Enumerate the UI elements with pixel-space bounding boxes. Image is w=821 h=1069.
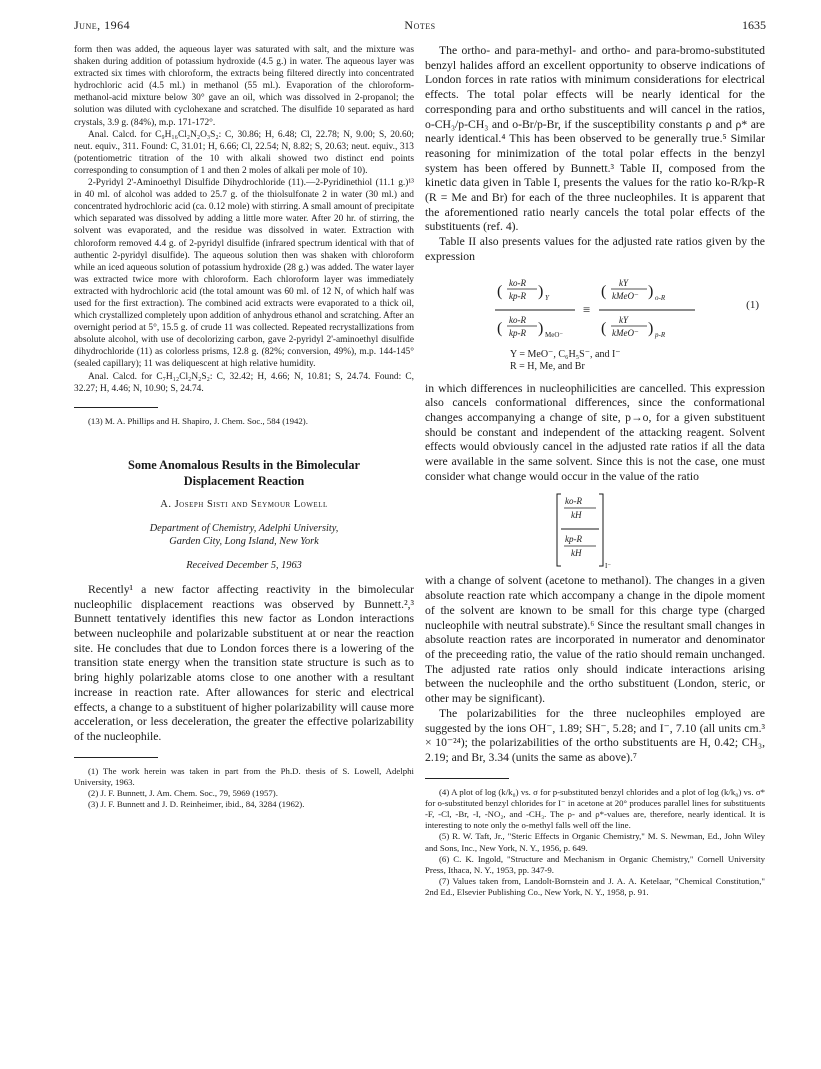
affiliation-line: Garden City, Long Island, New York [169,535,319,547]
analysis-paragraph: Anal. Calcd. for C₇H₁₂Cl₂N₂S₂: C, 32.42; H, 4.66; N, 10.81; S, 24.74. Found: C, 32.27; H, 4.46; N, 10.90; S, 24.74. [74,371,414,394]
equation-definitions [510,349,765,374]
footnote-divider [74,407,158,408]
experimental-section [74,44,414,395]
experimental-paragraph: 2-Pyridyl 2'-Aminoethyl Disulfide Dihydrochloride (11).—2-Pyridinethiol (11.1 g.)¹³ in 40 ml. of alcohol was added to 25.7 g. of the thiolsulfonate 2 in water (30 ml.) and concentrated hydrochloric acid (ca. 0.12 mole) with stirring. A small amount of precipitate which separated was dissolved by adding a little more water. After 20 hr. of stirring, the solvent was evaporated, and the residue was dissolved in water. Extraction with chloroform removed 4.4 g. of 2-pyridyl disulfide (infrared spectrum identical with that of authentic 2-pyridyl disulfide). The aqueous solution then was shaken with chloroform while an iced aqueous solution of potassium hydroxide (28 g.) was added. The water layer was extracted twice more with chloroform. Each chloroform layer was immediately extracted with hydrochloric acid (the total amount was 60 ml. of 12 N, of which half was used for the first extraction). The combined acid extracts were evaporated to a thick oil, which crystallized completely upon addition of anhydrous ethanol and scratching. After an overnight period at 5°, 15.5 g. of crude 11 was collected. Repeated recrystallizations from absolute alcohol, with use of decolorizing carbon, gave 2-pyridyl 2'-aminoethyl disulfide dihydrochloride (11) as colorless prisms, 12.8 g. (82%; conversion, 49%), m.p. 144-145° (sealed capillary); 11 was deliquescent at high relative humidity. [74,178,415,370]
section-name: Notes [404,18,436,32]
journal-date: June, 1964 [74,18,131,32]
svg-text:(: ( [497,282,503,300]
svg-text:): ) [538,319,544,337]
svg-text:(: ( [497,319,503,337]
experimental-paragraph: form then was added, the aqueous layer was saturated with salt, and the mixture was shaken during addition of potassium hydroxide (4.5 g.) in water. The aqueous layer was extracted six times with chloroform, the extracts being filtered directly into concentrated hydrochloric acid (4.5 ml.) in methanol (55 ml.). Evaporation of the chloroform-methanol-acid mixture below 30° gave an oil, which was dissolved in 2-propanol; the solution was diluted with cyclohexane and scratched. The disulfide 10 separated as hard crystals, 3.9 g. (84%), m.p. 171-172°. [74,45,414,128]
footnote: (5) R. W. Taft, Jr., "Steric Effects in Organic Chemistry," M. S. Newman, Ed., John Wiley and Sons, Inc., New York, N. Y., 1956, p. 649. [425,831,765,853]
ratio-sub: I⁻ [605,562,612,571]
article-body [74,583,414,745]
eq-equiv: ≡ [583,301,591,317]
affiliation-line: Department of Chemistry, Adelphi University, [149,522,339,534]
body-paragraph: Recently¹ a new factor affecting reactivity in the bimolecular nucleophilic displacement reactions was observed by Bunnett.²,³ Bunnett tentatively identifies this new factor as London interactions between nucleophile and polarizable substituent at or near the reaction site. He concludes that due to London forces there is a lowering of the transition state energy when the transition state structure is such as to bring highly polarizable atoms close to one another with a resultant increase in reaction rate. After allowances for steric and electrical effects, a change to a substituent of higher polarizability will cause more acceleration, or less deceleration, the greater the effective polarizability of the nucleophile. [74,582,414,743]
page-header [74,18,766,34]
eq-lhs-den-sub: MeO⁻ [545,330,564,339]
article-body-continued [425,574,765,765]
received-date: Received December 5, 1963 [186,559,302,571]
footnote: (1) The work herein was taken in part from the Ph.D. thesis of S. Lowell, Adelphi University, 1963. [74,765,414,787]
article-body-continued [425,44,765,265]
article-title-line: Some Anomalous Results in the Bimolecular [128,457,360,472]
article-title [74,457,414,489]
equation-definition: Y = MeO⁻, C₆H₅S⁻, and I⁻ [510,348,621,360]
body-paragraph: Table II also presents values for the adjusted rate ratios given by the expression [425,235,765,263]
eq-rhs-den-num: kY [619,314,628,325]
svg-text:): ) [648,319,654,337]
eq-lhs-num-den: kp-R [509,290,526,301]
svg-text:(: ( [601,319,607,337]
eq-lhs-num-num: ko-R [509,277,526,288]
body-paragraph: with a change of solvent (acetone to methanol). The changes in a given absolute reaction rate which accompany a change in the dipole moment of the solvent are known to be small for this charge type (charged nucleophile with neutral substrate).⁶ Since the resultant small changes in absolute reaction rates are incorporated in numerator and denominator of the preceeding ratio, the value of the ratio should remain unchanged. The adjusted rate ratios only should indicate interactions arising between the nucleophile and the ortho substituent (London, steric, or other may be significant). [425,574,765,706]
svg-text:(: ( [601,282,607,300]
ratio-bot-den: kH [571,548,582,559]
ratio-expression [425,490,765,570]
eq-lhs-den-den: kp-R [509,327,526,338]
page-number: 1635 [742,18,766,32]
footnote: (4) A plot of log (k/k₀) vs. σ for p-substituted benzyl chlorides and a plot of log (k/k₀) vs. σ* for o-substituted benzyl chlorides for I⁻ in acetone at 20° produces parallel lines for substituents -F, -Cl, -Br, -I, -NO₂, and -CH₃. The ρ- and ρ*-values are, therefore, nearly identical. It is interesting to note only the o-methyl falls well off the line. [425,786,765,831]
left-column [74,44,414,810]
article-body-continued [425,382,765,485]
footnote: (13) M. A. Phillips and H. Shapiro, J. Chem. Soc., 584 (1942). [88,415,308,426]
body-paragraph: in which differences in nucleophilicities are cancelled. This expression also cancels conformational differences, since the conformational changes accompanying a change of site, p→o, for a given substituent should be constant and independent of the attacking reagent. Solvent effects would obviously cancel in the adjusted rate ratios if all the data were available in the same solvent. Since this is not the case, one must consider what change would occur in the value of the ratio [425,381,765,483]
equation-graphic [495,273,705,347]
ratio-bot-num: kp-R [565,534,582,545]
footnote: (7) Values taken from, Landolt-Bornstein and J. A. A. Ketelaar, "Chemical Constitution," 2nd Ed., Elsevier Publishing Co., New York, N. Y., 1958, p. 91. [425,876,765,898]
footnote: (3) J. F. Bunnett and J. D. Reinheimer, ibid., 84, 3284 (1962). [88,799,305,810]
eq-rhs-num-den: kMeO⁻ [612,290,639,301]
ratio-top-num: ko-R [565,496,582,507]
equation-1 [425,273,765,347]
footnote: (2) J. F. Bunnett, J. Am. Chem. Soc., 79, 5969 (1957). [88,788,278,799]
article-authors: A. Joseph Sisti and Seymour Lowell [160,498,328,510]
body-paragraph: The ortho- and para-methyl- and ortho- and para-bromo-substituted benzyl halides afford an excellent opportunity to observe indications of London forces in rate ratios with minimum considerations for electrical effects. The total polar effects will be nearly identical for the corresponding para and ortho substituents and will cancel in the ratios, o-CH₃/p-CH₃ and o-Br/p-Br, if the susceptibility constants ρ and ρ* are nearly identical.⁴ This has been observed to be generally true.⁵ Similar reasoning for minimization of the total polar effects in the benzyl system has been offered by Bunnett.³ Table II, composed from the kinetic data given in Table I, presents the values for the ratio ko-R/kp-R (R = Me and Br) for each of the three nucleophiles. It is apparent that the aforementioned ratio nearly cancels the total polar effects of the substituents (ref. 4). [425,44,765,234]
ratio-graphic [555,490,625,570]
footnote-divider [425,778,509,779]
right-column [425,44,765,899]
svg-text:): ) [538,282,544,300]
eq-rhs-num-sub: o-R [655,293,666,302]
eq-rhs-den-den: kMeO⁻ [612,327,639,338]
equation-definition: R = H, Me, and Br [510,361,585,373]
article-affiliation [74,522,414,548]
ratio-top-den: kH [571,510,582,521]
article-title-line: Displacement Reaction [183,473,305,488]
footnote-divider [74,757,158,758]
equation-number: (1) [746,298,759,311]
body-paragraph: The polarizabilities for the three nucleophiles employed are suggested by the ions OH⁻, 1.89; SH⁻, 5.28; and I⁻, 7.10 (all units cm.³ × 10⁻²⁴); the polarizabilities of the ortho substituents are H, 0.42; CH₃, 2.19; and Br, 3.34 (units the same as above).⁷ [425,706,765,764]
eq-rhs-num-num: kY [619,277,628,288]
footnote: (6) C. K. Ingold, "Structure and Mechanism in Organic Chemistry," Cornell University Press, Ithaca, N. Y., 1953, pp. 347-9. [425,853,765,876]
eq-rhs-den-sub: p-R [655,330,666,339]
eq-lhs-num-sub: Y [545,293,549,302]
analysis-paragraph: Anal. Calcd. for C₉H₁₆Cl₂N₂O₃S₂: C, 30.86; H, 6.48; Cl, 22.78; N, 9.00; S, 20.60; neut. equiv., 311. Found: C, 31.01; H, 6.66; Cl, 22.54; N, 8.82; S, 20.63; neut. equiv., 313 (potentiometric titration of the 10 with alkali showed two distinct end points corresponding to consumption of 1 and then 2 moles of alkali per mole of 10). [74,129,414,176]
svg-text:): ) [648,282,654,300]
eq-lhs-den-num: ko-R [509,314,526,325]
